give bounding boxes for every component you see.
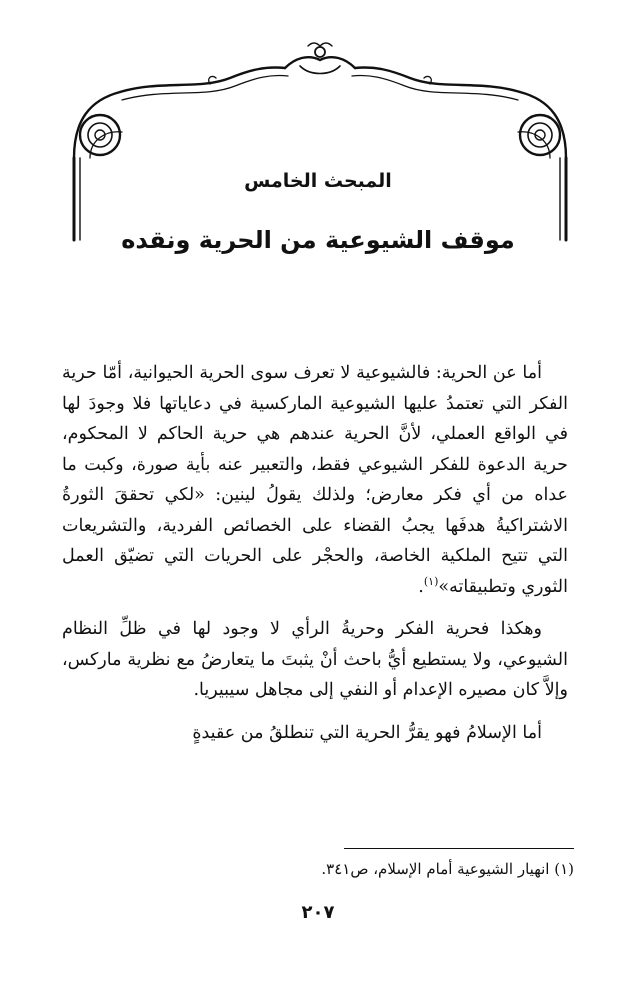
paragraph: أما الإسلامُ فهو يقرُّ الحرية التي تنطلقُ من عقيدةٍ	[192, 722, 542, 743]
paragraph-text: أما عن الحرية: فالشيوعية لا تعرف سوى الحرية الحيوانية، أمّا حرية الفكر التي تعتمدُ عليها الشيوعية الماركسية في دعاياتها فلا وجودَ لها في الواقع العملي، لأنَّ الحرية عندهم هي حرية الحاكم لا المحكوم، حرية الدعوة للفكر الشيوعي فقط، والتعبير عنه بأية صورة، وكبت ما عداه من أي فكر معارض؛ ولذلك يقولُ لينين: «لكي تحققَ الثورةُ الاشتراكيةُ هدفَها يجبُ القضاء على الخصائص الفردية، والتشريعات التي تتيح الملكية الخاصة، والحجْر على الحريات التي تضيّق العمل الثوري وتطبيقاته»	[62, 363, 568, 597]
footnote: (١) انهيار الشيوعية أمام الإسلام، ص٣٤١.	[321, 860, 574, 878]
section-label: المبحث الخامس	[244, 170, 392, 192]
paragraph-end-period: .	[418, 576, 424, 597]
body-text	[62, 358, 568, 748]
paragraph	[62, 358, 568, 602]
footnote-divider	[344, 848, 574, 849]
decorative-header-frame	[60, 40, 580, 255]
footnote-reference: (١)	[423, 574, 439, 588]
paragraph: وهكذا فحرية الفكر وحريةُ الرأي لا وجود لها في ظلِّ النظام الشيوعي، ولا يستطيع أيُّ باحث أنْ يثبتَ ما يتعارضُ مع نظرية ماركس، وإلاَّ كان مصيره الإعدام أو النفي إلى مجاهل سيبيريا.	[62, 619, 568, 700]
page-number: ٢٠٧	[301, 902, 335, 923]
chapter-title: موقف الشيوعية من الحرية ونقده	[121, 226, 515, 254]
